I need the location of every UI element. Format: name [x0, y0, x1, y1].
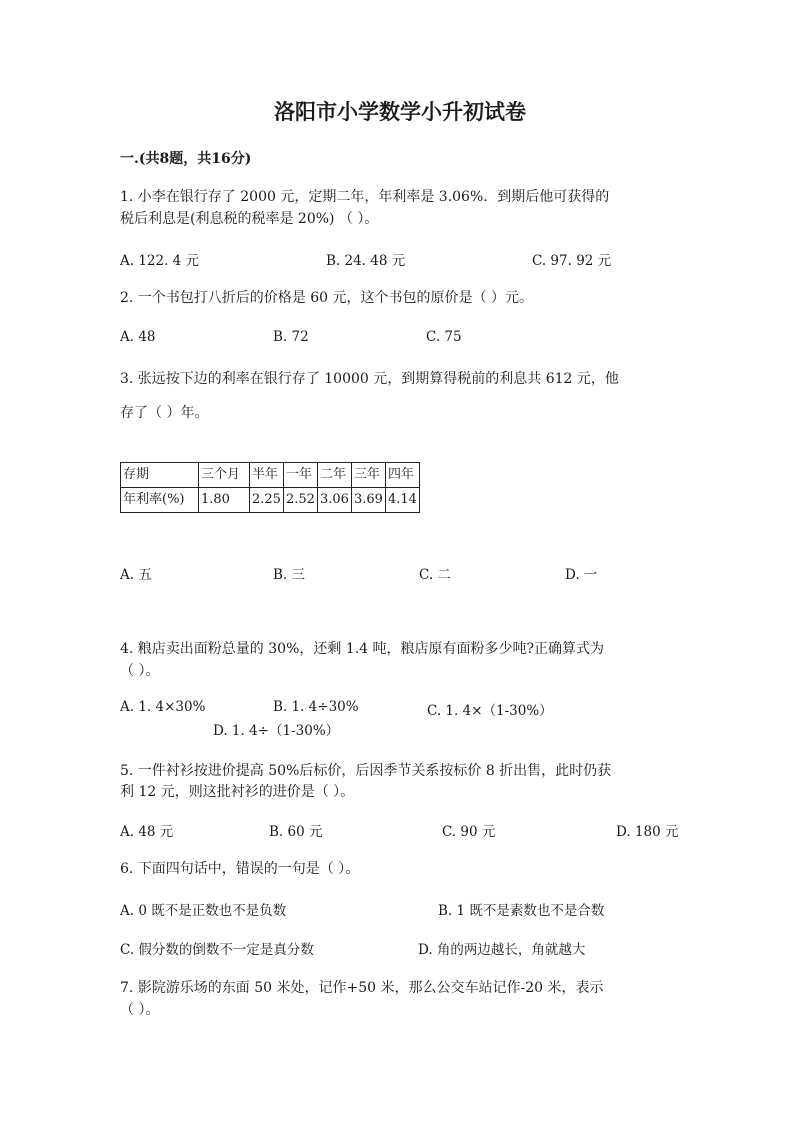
table-cell: 年利率(%): [121, 488, 199, 513]
question-3-option-a: A. 五: [120, 567, 152, 583]
table-row: [121, 463, 420, 488]
question-5-option-a: A. 48 元: [120, 824, 174, 840]
interest-rate-table: [120, 462, 420, 513]
table-cell: 2.25: [250, 488, 284, 513]
table-cell: 三年: [352, 463, 386, 488]
question-4-line-1: 4. 粮店卖出面粉总量的 30%，还剩 1.4 吨，粮店原有面粉多少吨?正确算式为: [120, 641, 605, 657]
question-2-option-c: C. 75: [426, 329, 462, 345]
table-cell: 一年: [284, 463, 318, 488]
question-6-option-c: C. 假分数的倒数不一定是真分数: [120, 942, 314, 958]
table-cell: 三个月: [199, 463, 250, 488]
question-4-line-2: （ ）。: [120, 663, 160, 679]
table-cell: 四年: [386, 463, 420, 488]
question-3-line-2: 存了（ ）年。: [120, 405, 209, 421]
table-cell: 2.52: [284, 488, 318, 513]
question-3-line-1: 3. 张远按下边的利率在银行存了 10000 元，到期算得税前的利息共 612 元，他: [120, 371, 619, 387]
question-4-option-a: A. 1. 4×30%: [120, 699, 206, 715]
question-6-option-b: B. 1 既不是素数也不是合数: [438, 903, 605, 919]
question-2-line-1: 2. 一个书包打八折后的价格是 60 元，这个书包的原价是（ ）元。: [120, 290, 533, 306]
question-6-option-d: D. 角的两边越长，角就越大: [418, 942, 586, 958]
question-7-line-2: （ ）。: [120, 1002, 160, 1018]
section-heading: 一.(共8题，共16分): [120, 151, 252, 167]
question-6-line-1: 6. 下面四句话中，错误的一句是（ ）。: [120, 861, 360, 877]
page-title: 洛阳市小学数学小升初试卷: [274, 99, 526, 124]
question-1-line-1: 1. 小李在银行存了 2000 元，定期二年，年利率是 3.06%．到期后他可获得的: [120, 189, 610, 205]
table-row: [121, 488, 420, 513]
question-4-option-c: C. 1. 4×（1-30%）: [427, 703, 553, 719]
table-cell: 半年: [250, 463, 284, 488]
question-2-option-a: A. 48: [120, 329, 156, 345]
question-5-line-1: 5. 一件衬衫按进价提高 50%后标价，后因季节关系按标价 8 折出售，此时仍获: [120, 763, 612, 779]
question-4-option-d: D. 1. 4÷（1-30%）: [213, 723, 340, 739]
question-3-option-c: C. 二: [419, 567, 451, 583]
question-1-option-c: C. 97. 92 元: [532, 253, 612, 269]
question-1-line-2: 税后利息是(利息税的税率是 20%) （ ）。: [120, 211, 379, 227]
question-3-option-b: B. 三: [273, 567, 306, 583]
question-7-line-1: 7. 影院游乐场的东面 50 米处，记作+50 米，那么公交车站记作-20 米，表示: [120, 980, 604, 996]
question-5-line-2: 利 12 元，则这批衬衫的进价是（ ）。: [120, 784, 355, 800]
question-6-option-a: A. 0 既不是正数也不是负数: [120, 903, 287, 919]
table-cell: 1.80: [199, 488, 250, 513]
table-cell: 存期: [121, 463, 199, 488]
question-2-option-b: B. 72: [273, 329, 309, 345]
question-3-option-d: D. 一: [565, 567, 598, 583]
question-5-option-d: D. 180 元: [616, 824, 679, 840]
table-cell: 3.06: [318, 488, 352, 513]
table-cell: 4.14: [386, 488, 420, 513]
question-1-option-b: B. 24. 48 元: [326, 253, 406, 269]
table-cell: 二年: [318, 463, 352, 488]
question-4-option-b: B. 1. 4÷30%: [273, 699, 359, 715]
question-5-option-b: B. 60 元: [269, 824, 323, 840]
table-cell: 3.69: [352, 488, 386, 513]
question-1-option-a: A. 122. 4 元: [120, 253, 200, 269]
question-5-option-c: C. 90 元: [442, 824, 496, 840]
